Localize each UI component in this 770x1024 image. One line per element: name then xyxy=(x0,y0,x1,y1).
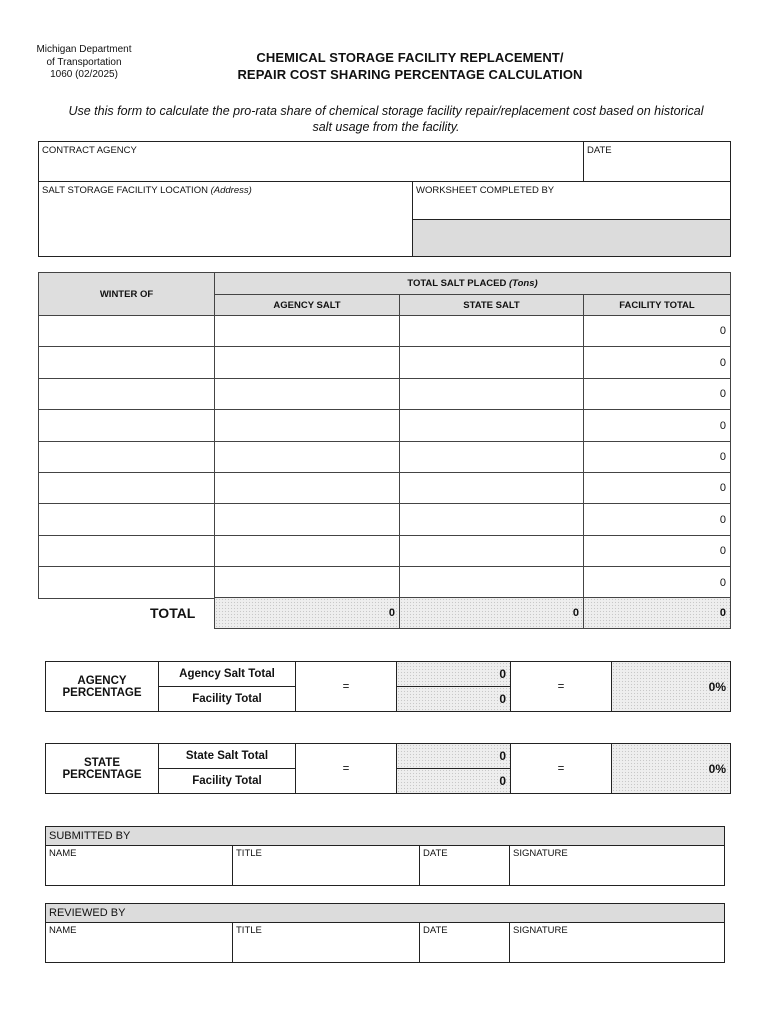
reviewed-date-label: DATE xyxy=(423,925,448,936)
facility-total-cell: 0 xyxy=(583,566,731,599)
state-salt-cell[interactable] xyxy=(399,378,584,410)
agency-salt-cell[interactable] xyxy=(214,503,400,536)
agency-denominator-value: 0 xyxy=(397,687,511,711)
state-salt-total-label: State Salt Total xyxy=(159,744,296,769)
submitted-name-field[interactable] xyxy=(46,845,233,885)
state-salt-cell[interactable] xyxy=(399,566,584,599)
form-title-line2: REPAIR COST SHARING PERCENTAGE CALCULATION xyxy=(237,67,583,82)
submitted-name-label: NAME xyxy=(49,848,77,859)
facility-total-cell: 0 xyxy=(583,346,731,379)
agency-name-line2: of Transportation xyxy=(46,56,122,68)
agency-salt-cell[interactable] xyxy=(214,535,400,567)
submitted-by-header: SUBMITTED BY xyxy=(45,826,725,846)
state-salt-cell[interactable] xyxy=(399,535,584,567)
submitted-date-field[interactable] xyxy=(420,845,510,885)
reviewed-title-label: TITLE xyxy=(236,925,262,936)
agency-salt-cell[interactable] xyxy=(214,378,400,410)
worksheet-completed-by-label: WORKSHEET COMPLETED BY xyxy=(416,185,555,196)
agency-equals-1: = xyxy=(296,662,397,711)
agency-facility-total-label: Facility Total xyxy=(159,687,296,711)
state-percentage-result: 0% xyxy=(612,744,730,793)
total-salt-placed-header: TOTAL SALT PLACED (Tons) xyxy=(214,272,731,295)
agency-percentage-block xyxy=(45,661,731,712)
reviewed-by-row xyxy=(45,922,725,963)
contract-agency-field[interactable] xyxy=(38,141,584,182)
submitted-signature-field[interactable] xyxy=(510,845,724,885)
reviewed-signature-label: SIGNATURE xyxy=(513,925,568,936)
winter-of-cell[interactable] xyxy=(38,503,215,536)
form-instructions xyxy=(40,103,732,135)
state-equals-1: = xyxy=(296,744,397,793)
facility-total-header: FACILITY TOTAL xyxy=(583,294,731,316)
worksheet-completed-by-shaded xyxy=(412,219,731,257)
instructions-line1: Use this form to calculate the pro-rata share of chemical storage facility repair/replacement cost based on historical xyxy=(68,104,704,118)
winter-of-cell[interactable] xyxy=(38,346,215,379)
facility-total-cell: 0 xyxy=(583,441,731,473)
form-number: 1060 (02/2025) xyxy=(50,69,118,80)
agency-block xyxy=(28,44,140,82)
facility-total-cell: 0 xyxy=(583,315,731,347)
winter-of-cell[interactable] xyxy=(38,409,215,442)
facility-total-cell: 0 xyxy=(583,535,731,567)
state-salt-cell[interactable] xyxy=(399,503,584,536)
total-label: TOTAL xyxy=(150,605,196,621)
reviewed-signature-field[interactable] xyxy=(510,922,724,962)
agency-salt-cell[interactable] xyxy=(214,441,400,473)
facility-location-field[interactable] xyxy=(38,181,413,257)
agency-salt-total-label: Agency Salt Total xyxy=(159,662,296,687)
facility-total-cell: 0 xyxy=(583,503,731,536)
reviewed-date-field[interactable] xyxy=(420,922,510,962)
facility-total-cell: 0 xyxy=(583,472,731,504)
agency-salt-cell[interactable] xyxy=(214,346,400,379)
form-title-line1: CHEMICAL STORAGE FACILITY REPLACEMENT/ xyxy=(256,50,564,65)
instructions-line2: salt usage from the facility. xyxy=(312,120,460,134)
agency-numerator-value: 0 xyxy=(397,662,511,687)
submitted-by-row xyxy=(45,845,725,886)
winter-of-cell[interactable] xyxy=(38,566,215,599)
reviewed-title-field[interactable] xyxy=(233,922,420,962)
state-facility-total-label: Facility Total xyxy=(159,769,296,793)
state-salt-cell[interactable] xyxy=(399,472,584,504)
reviewed-by-header: REVIEWED BY xyxy=(45,903,725,923)
submitted-date-label: DATE xyxy=(423,848,448,859)
agency-salt-cell[interactable] xyxy=(214,409,400,442)
submitted-title-label: TITLE xyxy=(236,848,262,859)
agency-equals-2: = xyxy=(511,662,612,711)
state-salt-total: 0 xyxy=(399,597,584,629)
state-salt-cell[interactable] xyxy=(399,346,584,379)
agency-salt-cell[interactable] xyxy=(214,566,400,599)
agency-salt-cell[interactable] xyxy=(214,472,400,504)
agency-salt-cell[interactable] xyxy=(214,315,400,347)
agency-salt-header: AGENCY SALT xyxy=(214,294,400,316)
form-title xyxy=(190,49,630,83)
facility-total-cell: 0 xyxy=(583,409,731,442)
state-percentage-label: STATE PERCENTAGE xyxy=(46,744,159,793)
winter-of-header: WINTER OF xyxy=(38,272,215,316)
facility-grand-total: 0 xyxy=(583,597,731,629)
agency-percentage-result: 0% xyxy=(612,662,730,711)
state-salt-cell[interactable] xyxy=(399,409,584,442)
winter-of-cell[interactable] xyxy=(38,441,215,473)
contract-agency-label: CONTRACT AGENCY xyxy=(42,145,137,156)
date-field[interactable] xyxy=(583,141,731,182)
state-percentage-block xyxy=(45,743,731,794)
reviewed-name-field[interactable] xyxy=(46,922,233,962)
winter-of-cell[interactable] xyxy=(38,535,215,567)
agency-percentage-label: AGENCY PERCENTAGE xyxy=(46,662,159,711)
reviewed-name-label: NAME xyxy=(49,925,77,936)
state-salt-header: STATE SALT xyxy=(399,294,584,316)
state-denominator-value: 0 xyxy=(397,769,511,793)
state-salt-cell[interactable] xyxy=(399,315,584,347)
state-salt-cell[interactable] xyxy=(399,441,584,473)
submitted-signature-label: SIGNATURE xyxy=(513,848,568,859)
facility-total-cell: 0 xyxy=(583,378,731,410)
submitted-title-field[interactable] xyxy=(233,845,420,885)
state-numerator-value: 0 xyxy=(397,744,511,769)
agency-salt-total: 0 xyxy=(214,597,400,629)
worksheet-completed-by-field[interactable] xyxy=(412,181,731,220)
facility-location-label: SALT STORAGE FACILITY LOCATION (Address) xyxy=(42,185,252,196)
state-equals-2: = xyxy=(511,744,612,793)
agency-name-line1: Michigan Department xyxy=(36,44,132,55)
winter-of-cell[interactable] xyxy=(38,315,215,347)
date-label: DATE xyxy=(587,145,612,156)
winter-of-cell[interactable] xyxy=(38,472,215,504)
winter-of-cell[interactable] xyxy=(38,378,215,410)
